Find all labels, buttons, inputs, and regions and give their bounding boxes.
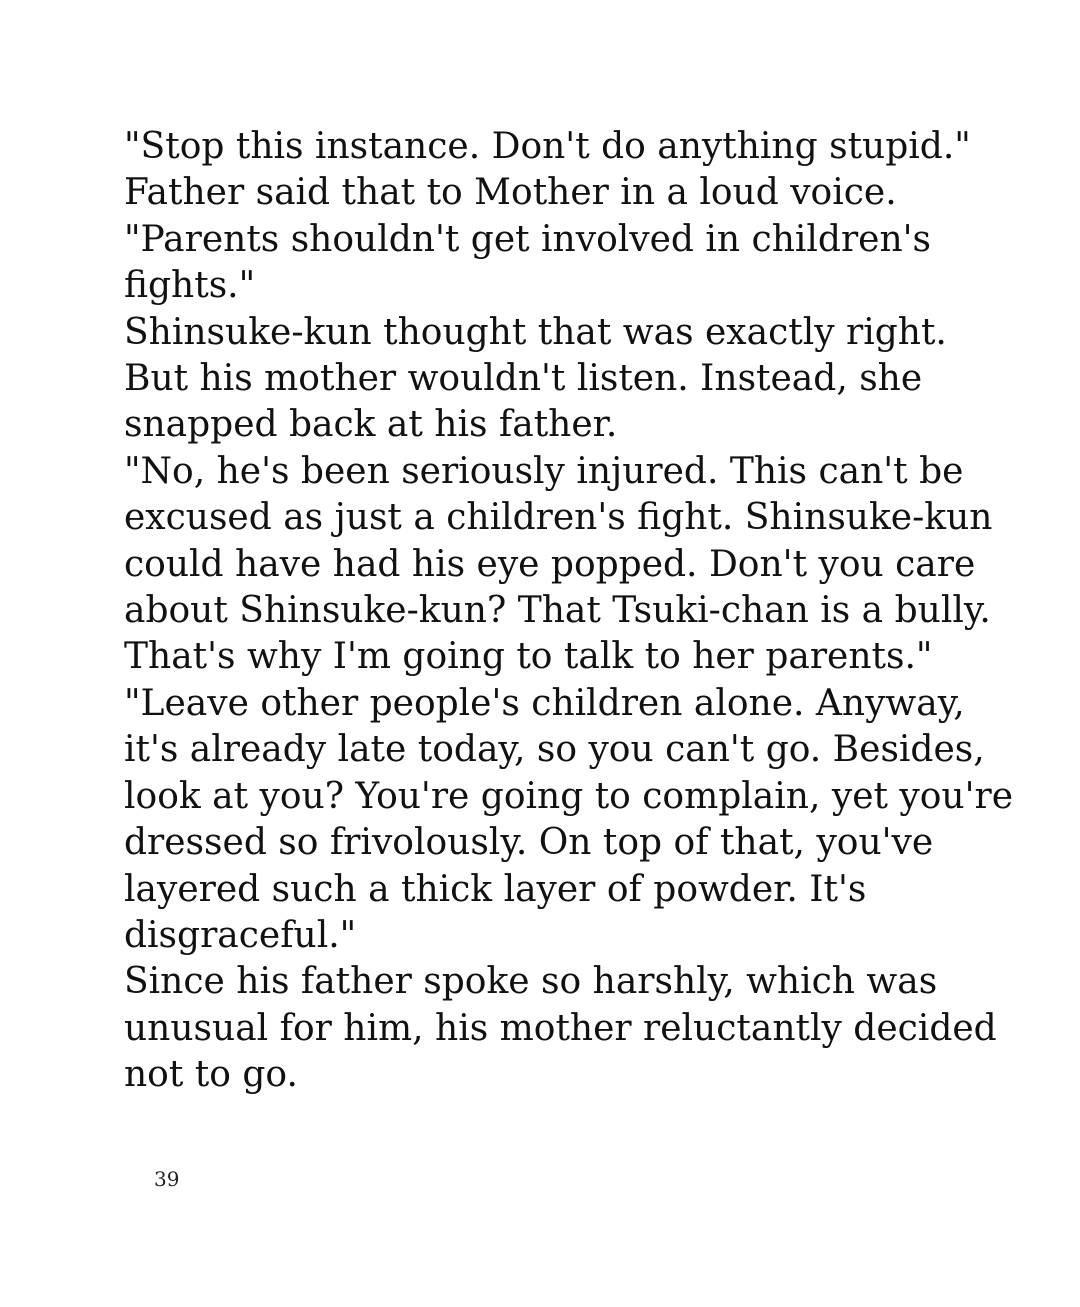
text-line: snapped back at his father.: [124, 404, 618, 446]
text-line: dressed so frivolously. On top of that, you've: [124, 822, 934, 864]
text-line: "Stop this instance. Don't do anything stupid.": [124, 126, 971, 167]
text-line: layered such a thick layer of powder. It's: [124, 868, 867, 910]
text-line: "Parents shouldn't get involved in children's: [124, 218, 932, 260]
text-line: "Leave other people's children alone. Anyway,: [124, 682, 965, 724]
text-line: fights.": [124, 265, 256, 307]
text-line: not to go.: [124, 1054, 298, 1096]
text-line: Since his father spoke so harshly, which was: [124, 961, 938, 1003]
text-line: disgraceful.": [124, 914, 357, 956]
text-line: unusual for him, his mother reluctantly decided: [124, 1007, 997, 1049]
text-line: That's why I'm going to talk to her parents.": [124, 636, 933, 678]
text-line: Shinsuke-kun thought that was exactly right.: [124, 311, 947, 353]
text-line: "No, he's been seriously injured. This can't be: [124, 450, 964, 492]
text-line: excused as just a children's fight. Shinsuke-kun: [124, 497, 993, 539]
text-line: about Shinsuke-kun? That Tsuki-chan is a bully.: [124, 590, 991, 632]
text-line: could have had his eye popped. Don't you care: [124, 543, 976, 585]
text-line: it's already late today, so you can't go. Besides,: [124, 729, 985, 771]
text-line: look at you? You're going to complain, yet you're: [124, 775, 1014, 817]
text-line: But his mother wouldn't listen. Instead, she: [124, 358, 923, 400]
page-body-text: [124, 124, 1024, 1099]
text-line: Father said that to Mother in a loud voice.: [124, 172, 897, 214]
page-number: 39: [154, 1167, 180, 1191]
